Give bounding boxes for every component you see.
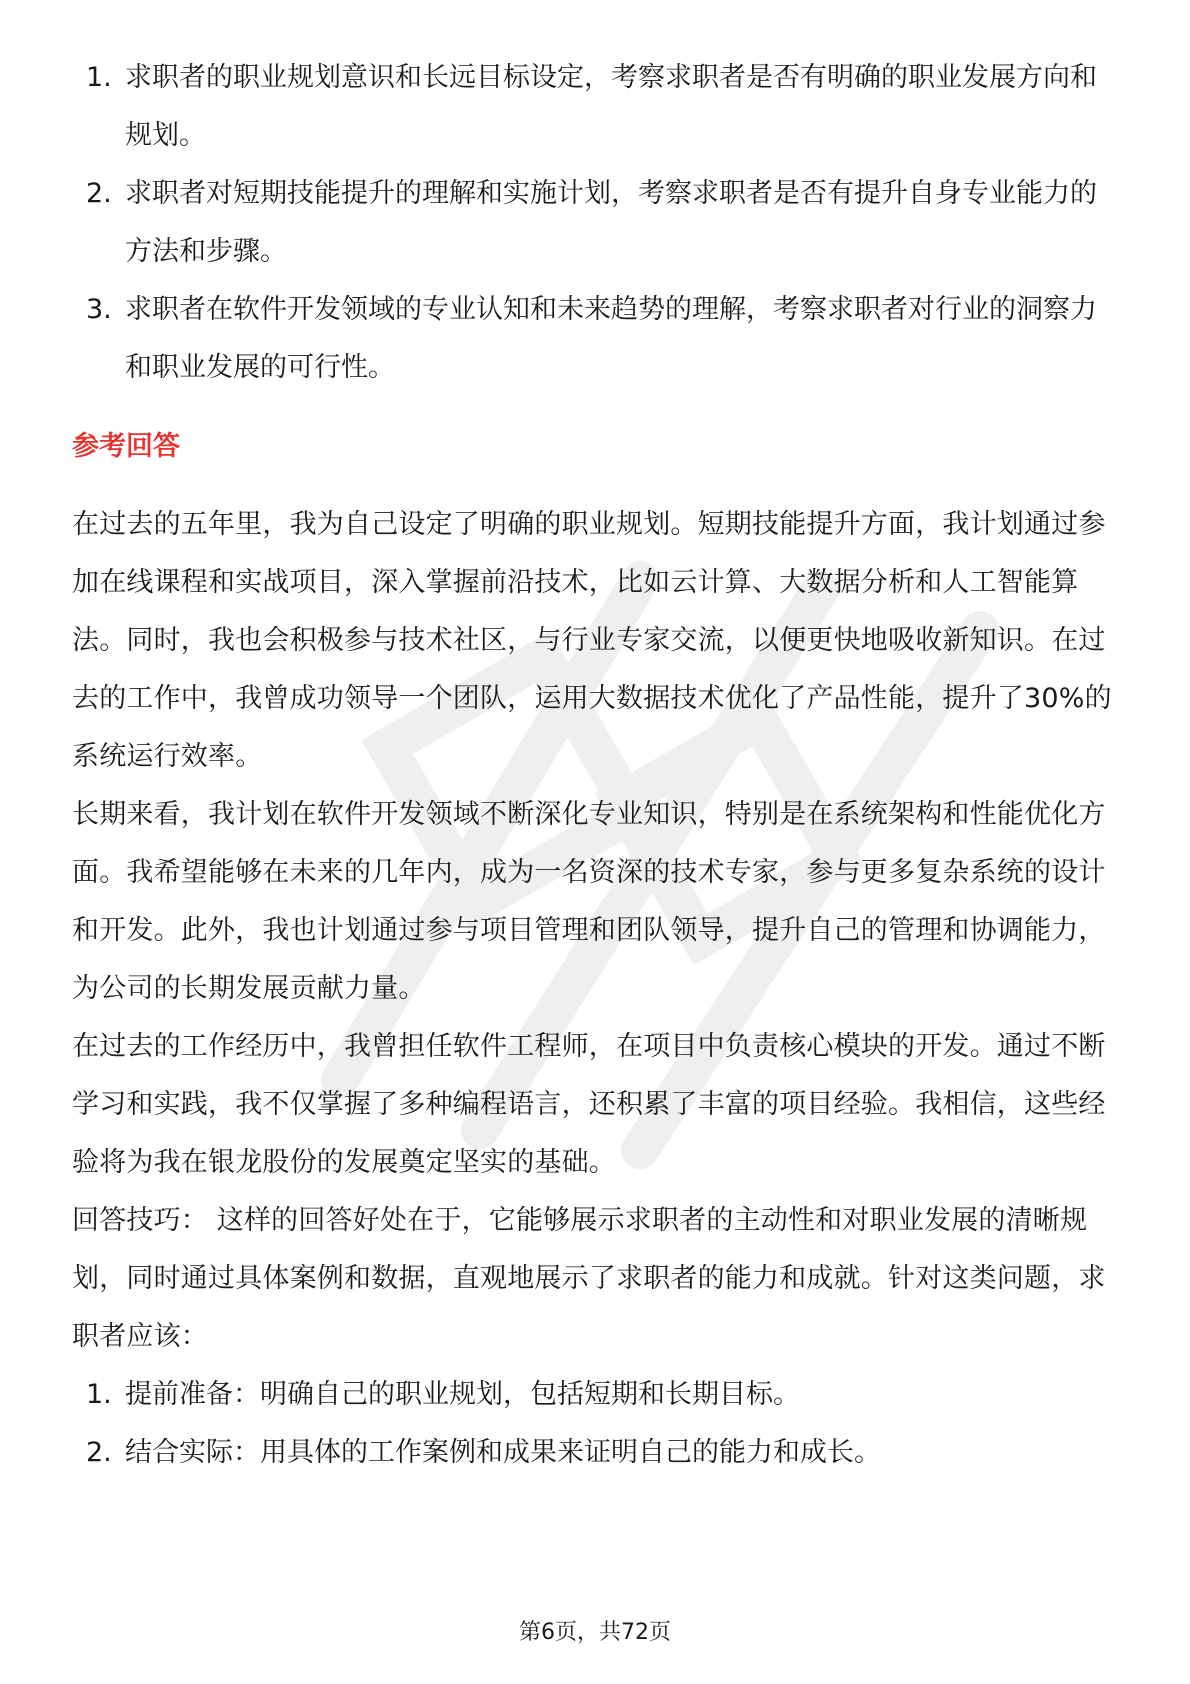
answer-paragraph: 长期来看，我计划在软件开发领域不断深化专业知识，特别是在系统架构和性能优化方面。我希望能够在未来的几年内，成为一名资深的技术专家，参与更多复杂系统的设计和开发。此外，我也计划通过参与项目管理和团队领导，提升自己的管理和协调能力，为公司的长期发展贡献力量。	[72, 799, 1106, 1004]
list-item	[0, 165, 1190, 281]
answer-paragraph: 在过去的工作经历中，我曾担任软件工程师，在项目中负责核心模块的开发。通过不断学习和实践，我不仅掌握了多种编程语言，还积累了丰富的项目经验。我相信，这些经验将为我在银龙股份的发展奠定坚实的基础。	[72, 1031, 1106, 1178]
list-item	[0, 281, 1190, 397]
list-text: 提前准备：明确自己的职业规划，包括短期和长期目标。	[125, 1379, 800, 1410]
list-item	[0, 49, 1190, 165]
list-number: 1.	[86, 62, 112, 93]
page-number: 第6页，共72页	[519, 1620, 671, 1645]
criteria-list	[0, 49, 1190, 397]
list-number: 3.	[86, 294, 112, 325]
list-item	[0, 1366, 1190, 1424]
list-number: 2.	[86, 178, 112, 209]
tips-list	[0, 1366, 1190, 1482]
list-number: 1.	[86, 1379, 112, 1410]
list-text: 求职者在软件开发领域的专业认知和未来趋势的理解，考察求职者对行业的洞察力和职业发展的可行性。	[125, 294, 1097, 383]
answer-paragraph: 在过去的五年里，我为自己设定了明确的职业规划。短期技能提升方面，我计划通过参加在线课程和实战项目，深入掌握前沿技术，比如云计算、大数据分析和人工智能算法。同时，我也会积极参与技术社区，与行业专家交流，以便更快地吸收新知识。在过去的工作中，我曾成功领导一个团队，运用大数据技术优化了产品性能，提升了30%的系统运行效率。	[72, 509, 1112, 772]
tips-paragraph: 回答技巧： 这样的回答好处在于，它能够展示求职者的主动性和对职业发展的清晰规划，同时通过具体案例和数据，直观地展示了求职者的能力和成就。针对这类问题，求职者应该：	[72, 1205, 1106, 1352]
list-number: 2.	[86, 1437, 112, 1468]
list-text: 求职者对短期技能提升的理解和实施计划，考察求职者是否有提升自身专业能力的方法和步骤。	[125, 178, 1097, 267]
list-text: 求职者的职业规划意识和长远目标设定，考察求职者是否有明确的职业发展方向和规划。	[125, 62, 1097, 151]
list-text: 结合实际：用具体的工作案例和成果来证明自己的能力和成长。	[125, 1437, 881, 1468]
section-heading: 参考回答	[72, 431, 180, 462]
list-item	[0, 1424, 1190, 1482]
